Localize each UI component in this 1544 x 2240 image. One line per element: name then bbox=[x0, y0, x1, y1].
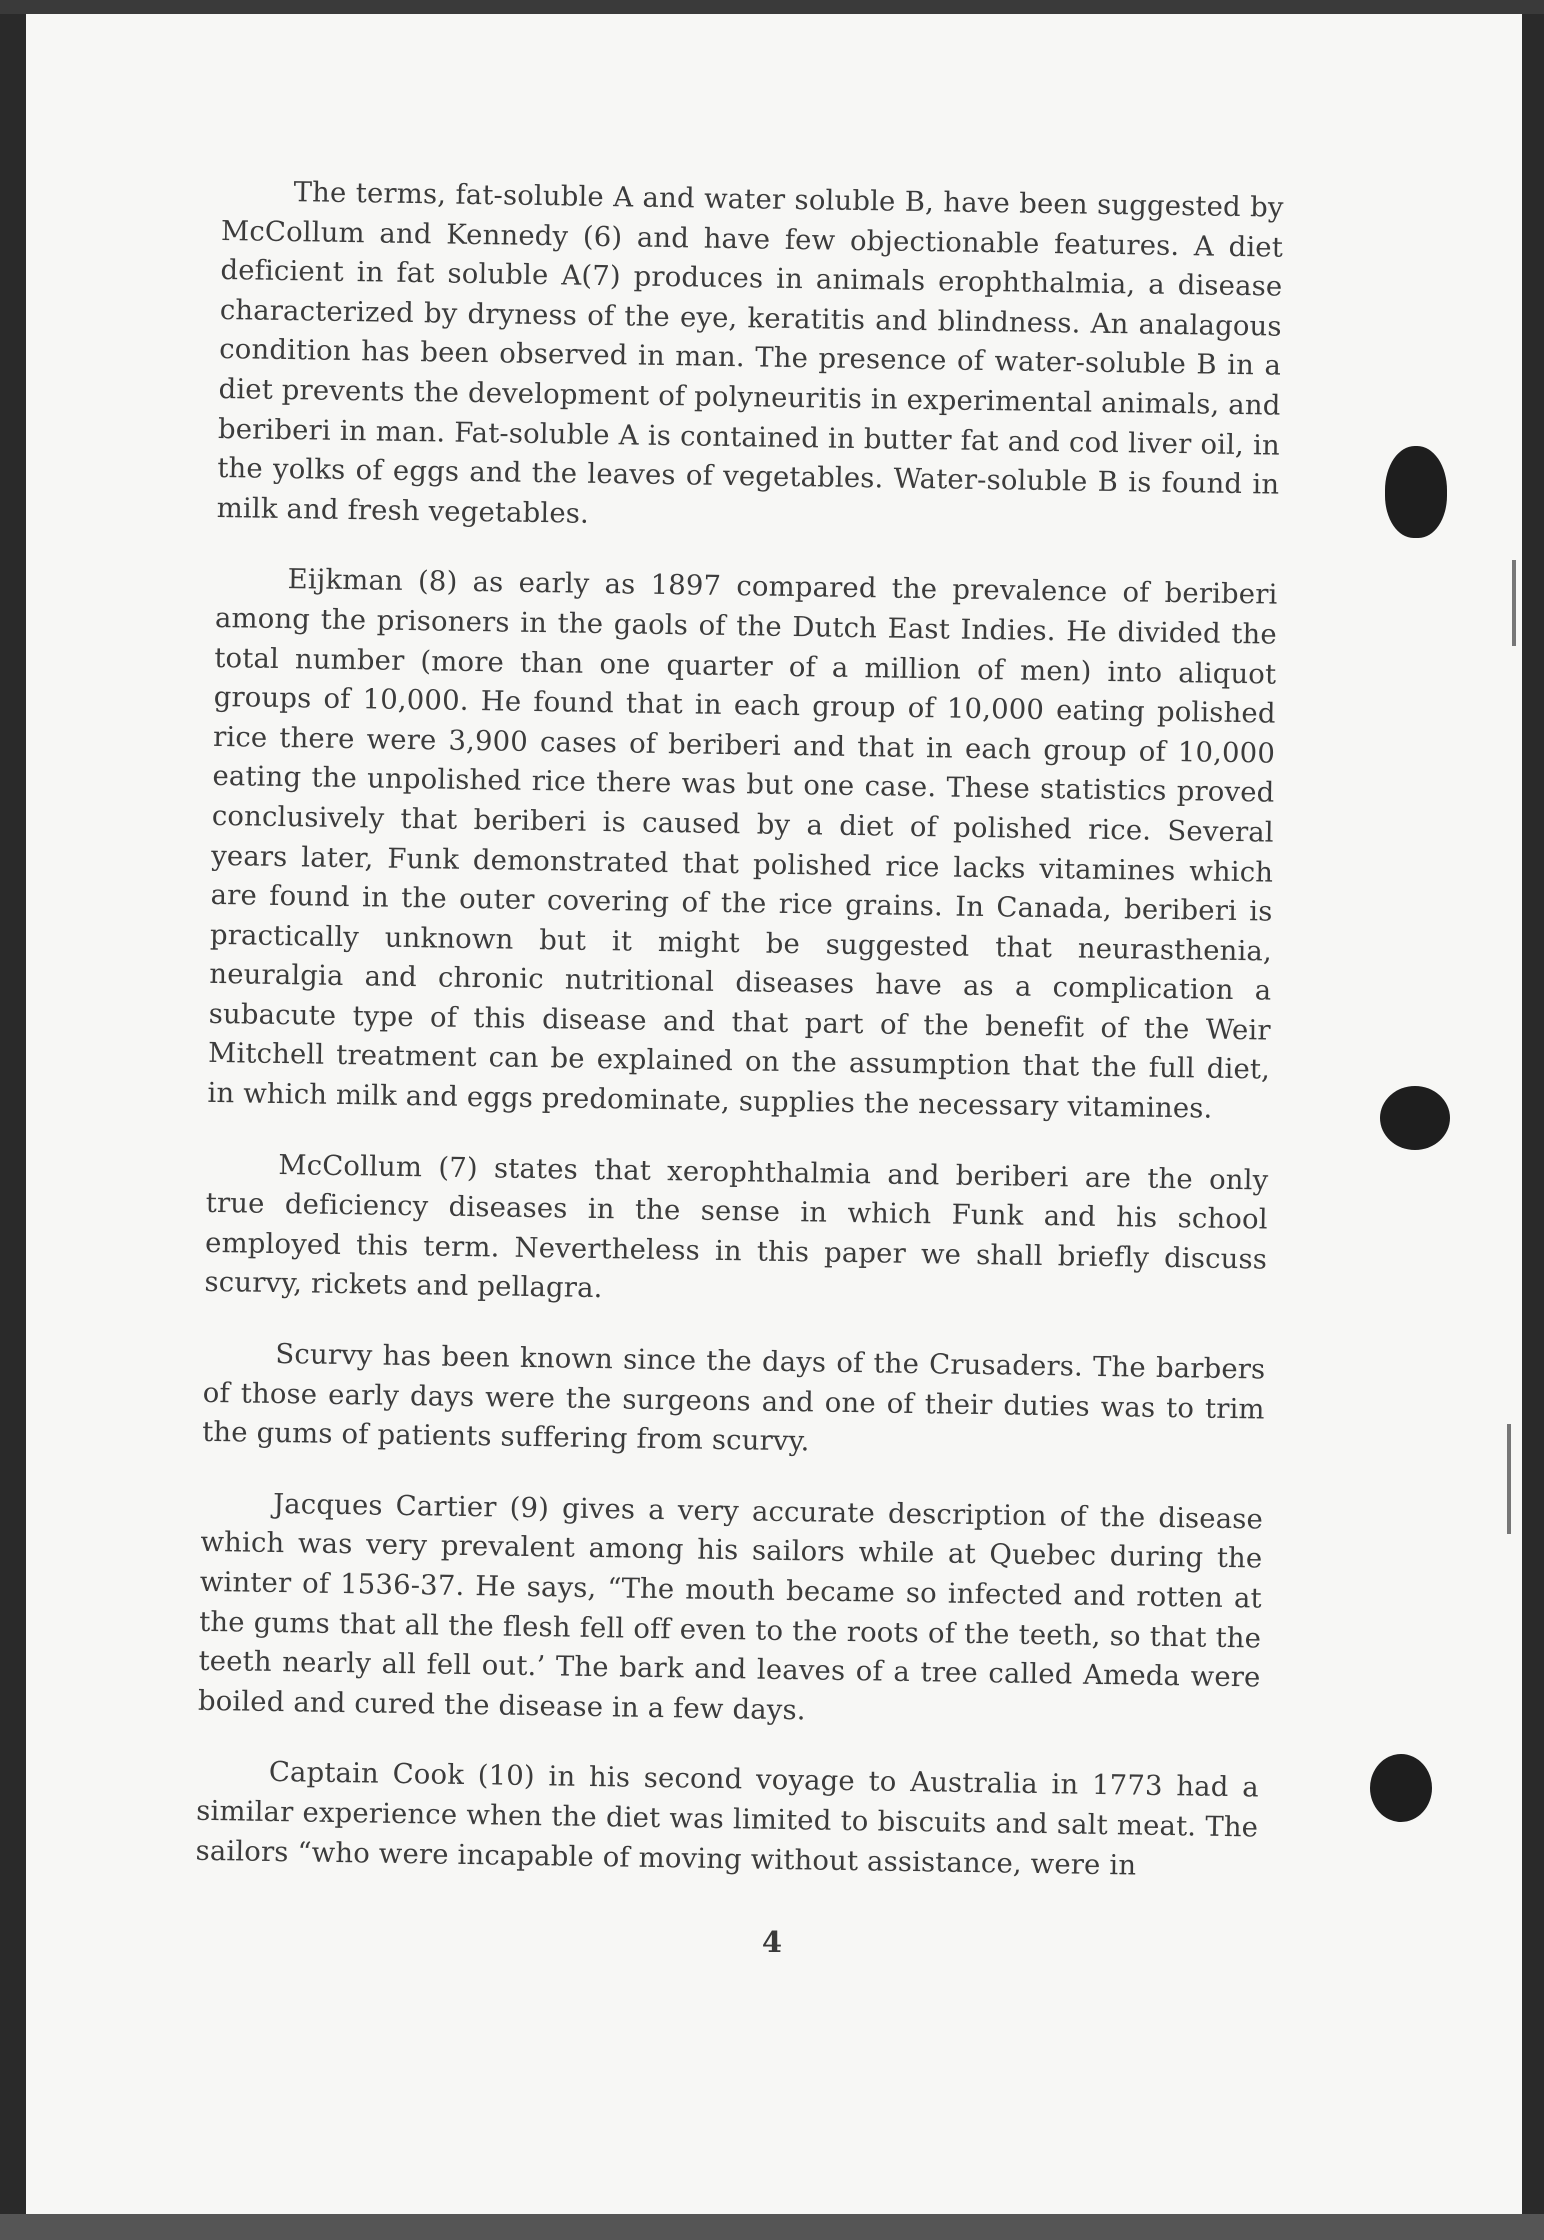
edge-mark bbox=[1507, 1424, 1511, 1534]
body-text bbox=[195, 172, 1284, 1919]
punch-hole bbox=[1385, 446, 1447, 538]
scan-top-edge bbox=[0, 0, 1544, 14]
paragraph-vitamin-terms: The terms, fat-soluble A and water soluble B, have been suggested by McCollum and Kennedy (6) and have few objectionable features. A diet deficient in fat soluble A(7) produces in animals erophthalmia, a disease characterized by dryness of the eye, keratitis and blindness. An analagous condition has been observed in man. The presence of water-soluble B in a diet prevents the development of polyneuritis in experimental animals, and beriberi in man. Fat-soluble A is contained in butter fat and cod liver oil, in the yolks of eggs and the leaves of vegetables. Water-soluble B is found in milk and fresh vegetables. bbox=[216, 176, 1284, 530]
paragraph-cartier: Jacques Cartier (9) gives a very accurate description of the disease which was very prevalent among his sailors while at Quebec during the winter of 1536-37. He says, “The mouth became so infected and rotten at the gums that all the flesh fell off even to the roots of the teeth, so that the teeth nearly all fell out.’ The bark and leaves of a tree called Ameda were boiled and cured the disease in a few days. bbox=[197, 1487, 1264, 1727]
edge-mark bbox=[1512, 560, 1516, 646]
scan-bottom-edge bbox=[0, 2214, 1544, 2240]
punch-hole bbox=[1370, 1754, 1432, 1822]
paragraph-scurvy: Scurvy has been known since the days of the Crusaders. The barbers of those early days were the surgeons and one of their duties was to trim the gums of patients suffering from scurvy. bbox=[201, 1338, 1266, 1458]
paragraph-eijkman: Eijkman (8) as early as 1897 compared the prevalence of beriberi among the prisoners in the gaols of the Dutch East Indies. He divided the total number (more than one quarter of a million of men) into aliquot groups of 10,000. He found that in each group of 10,000 eating polished rice there were 3,900 cases of beriberi and that in each group of 10,000 eating the unpolished rice there was but one case. These statistics proved conclusively that beriberi is caused by a diet of polished rice. Several years later, Funk demonstrated that polished rice lacks vitamines which are found in the outer covering of the rice grains. In Canada, beriberi is practically unknown but it might be suggested that neurasthenia, neuralgia and chronic nutritional diseases have as a complication a subacute type of this disease and that part of the benefit of the Weir Mitchell treatment can be explained on the assumption that the full diet, in which milk and eggs predominate, supplies the necessary vitamines. bbox=[207, 563, 1278, 1125]
paragraph-mccollum: McCollum (7) states that xerophthalmia and beriberi are the only true deficiency diseases in the sense in which Funk and his school employed this term. Nevertheless in this paper we shall briefly discuss scurvy, rickets and pellagra. bbox=[204, 1148, 1269, 1305]
paragraph-cook: Captain Cook (10) in his second voyage to Australia in 1773 had a similar experience when the diet was limited to biscuits and salt meat. The sailors “who were incapable of moving without assistance, were in bbox=[195, 1756, 1259, 1882]
page-number: 4 bbox=[761, 1925, 783, 1959]
punch-hole bbox=[1380, 1086, 1450, 1150]
